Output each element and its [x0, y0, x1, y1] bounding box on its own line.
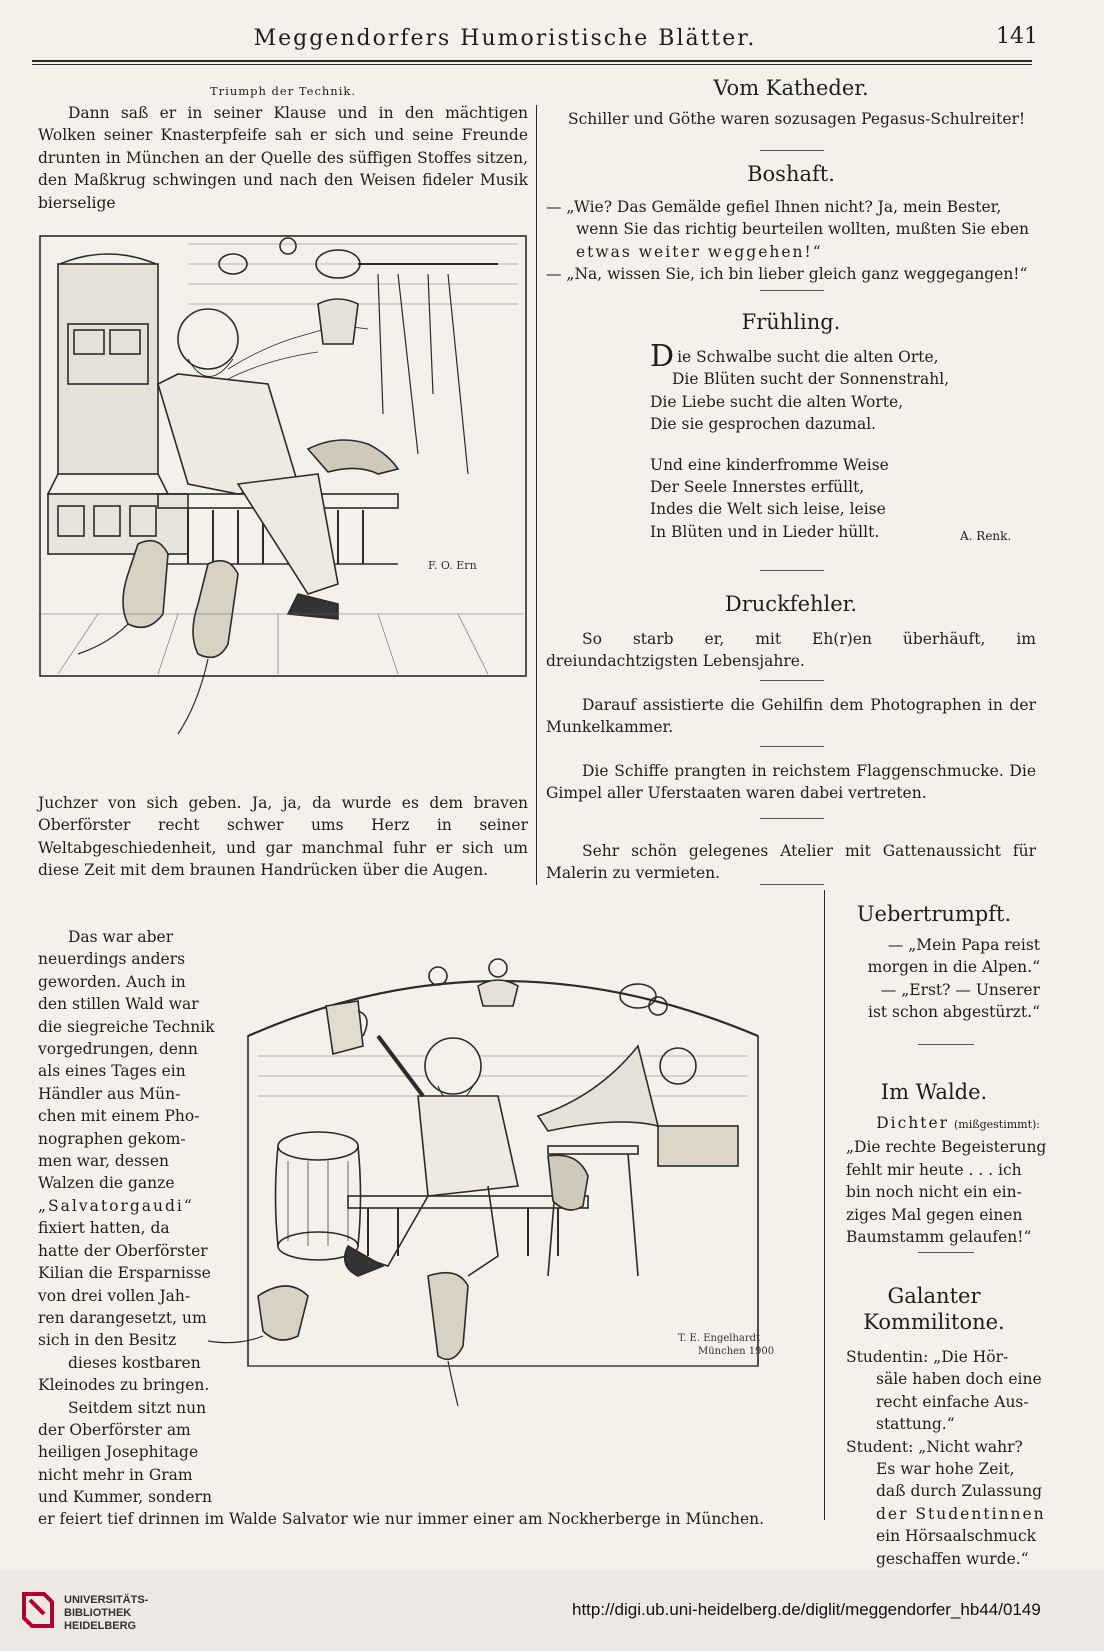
- page-number: 141: [996, 24, 1038, 49]
- im-walde-line: „Die rechte Begeisterung: [846, 1138, 1047, 1157]
- poem-line: Die Blüten sucht der Sonnenstrahl,: [672, 370, 950, 389]
- poem-line: ie Schwalbe sucht die alten Orte,: [677, 348, 939, 366]
- heading-katheder: Vom Katheder.: [713, 76, 869, 100]
- illustration-phonograph: [198, 946, 818, 1426]
- illustration-caption: Triumph der Technik.: [209, 84, 357, 98]
- narrow-line: chen mit einem Pho-: [38, 1107, 200, 1126]
- poem-line: Die sie gesprochen dazumal.: [650, 415, 877, 434]
- im-walde-line: bin noch nicht ein ein-: [846, 1183, 1022, 1202]
- poem-line: Die Liebe sucht die alten Worte,: [650, 392, 904, 411]
- galanter-line: recht einfache Aus-: [876, 1392, 1029, 1411]
- galanter-line: geschaffen wurde.“: [876, 1549, 1029, 1568]
- source-url-link[interactable]: http://digi.ub.uni-heidelberg.de/diglit/meggendorfer_hb44/0149: [572, 1600, 1041, 1619]
- galanter-line: daß durch Zulassung: [876, 1482, 1043, 1501]
- speaker-note: (mißgestimmt):: [953, 1118, 1040, 1131]
- druckfehler-item: So starb er, mit Eh(r)en überhäuft, im dreiundachtzigsten Lebensjahre.: [546, 630, 1036, 671]
- narrow-line: sich in den Besitz: [38, 1331, 177, 1350]
- logo-line: UNIVERSITÄTS-: [64, 1594, 149, 1606]
- boshaft-line: — „Na, wissen Sie, ich bin lieber gleich ganz weggegangen!“: [546, 265, 1028, 284]
- boshaft-line: wenn Sie das richtig beurteilen wollten, mußten Sie eben: [576, 220, 1030, 239]
- narrow-line: ren darangesetzt, um: [38, 1308, 207, 1327]
- text-galanter: [846, 1346, 1046, 1570]
- narrow-line: als eines Tages ein: [38, 1062, 186, 1081]
- separator: [760, 150, 824, 151]
- heading-druckfehler: Druckfehler.: [724, 592, 858, 616]
- narrow-line: neuerdings anders: [38, 950, 186, 969]
- galanter-line: säle haben doch eine: [876, 1370, 1042, 1389]
- header-rule: [32, 60, 1032, 62]
- separator: [760, 746, 824, 747]
- narrow-line: nicht mehr in Gram: [38, 1465, 193, 1484]
- separator: [760, 884, 824, 885]
- narrow-line: men war, dessen: [38, 1152, 170, 1171]
- illustration-signature: T. E. Engelhardt: [678, 1333, 761, 1344]
- heading-boshaft: Boshaft.: [747, 162, 835, 186]
- poem-line: Indes die Welt sich leise, leise: [650, 500, 886, 519]
- narrow-line: Händler aus Mün-: [38, 1084, 181, 1103]
- im-walde-line: ziges Mal gegen einen: [846, 1205, 1023, 1224]
- story-final-line: er feiert tief drinnen im Walde Salvator wie nur immer einer am Nockherberge in München.: [38, 1510, 765, 1528]
- text-im-walde: [846, 1112, 1047, 1248]
- narrow-line: Das war aber: [68, 928, 174, 946]
- poem-line: In Blüten und in Lieder hüllt.: [650, 522, 880, 541]
- galanter-line: Studentin: „Die Hör-: [846, 1348, 1009, 1366]
- logo-line: BIBLIOTHEK: [64, 1607, 132, 1619]
- narrow-line: von drei vollen Jah-: [38, 1286, 191, 1305]
- boshaft-line: etwas weiter weggehen!“: [576, 242, 823, 261]
- uebertrumpft-line: morgen in die Alpen.“: [867, 958, 1040, 977]
- logo-line: HEIDELBERG: [64, 1620, 137, 1632]
- column-divider: [536, 105, 537, 885]
- column-divider-lower: [824, 890, 825, 1520]
- uebertrumpft-line: — „Mein Papa reist: [887, 936, 1040, 954]
- narrow-line: heiligen Josephitage: [38, 1443, 199, 1462]
- heading-kommilitone: Kommilitone.: [863, 1310, 1005, 1334]
- narrow-line: Kilian die Ersparnisse: [38, 1264, 211, 1283]
- text-katheder: Schiller und Göthe waren sozusagen Pegasus-Schulreiter!: [568, 110, 1026, 128]
- story-text-middle: Juchzer von sich geben. Ja, ja, da wurde es dem braven Oberförster recht schwer ums Herz in seiner Weltabgeschiedenheit, und gar manchmal fuhr er sich um diese Zeit mit dem braunen Handrücken über die Augen.: [38, 794, 528, 880]
- narrow-line: Seitdem sitzt nun: [68, 1398, 207, 1417]
- narrow-line: den stillen Wald war: [38, 995, 199, 1014]
- separator: [760, 570, 824, 571]
- text-uebertrumpft: [850, 934, 1040, 1024]
- separator: [760, 818, 824, 819]
- header-rule-thin: [32, 64, 1032, 65]
- galanter-line: ein Hörsaalschmuck: [876, 1527, 1037, 1546]
- uebertrumpft-line: — „Erst? — Unserer: [880, 980, 1040, 999]
- poem-author: A. Renk.: [960, 529, 1012, 543]
- druckfehler-item: Sehr schön gelegenes Atelier mit Gattenaussicht für Malerin zu vermieten.: [546, 842, 1036, 883]
- druckfehler-item: Darauf assistierte die Gehilfin dem Photographen in der Munkelkammer.: [546, 696, 1036, 737]
- narrow-line: „Salvatorgaudi“: [38, 1196, 194, 1215]
- druckfehler-item: Die Schiffe prangten in reichstem Flaggenschmucke. Die Gimpel aller Uferstaaten waren dabei vertreten.: [546, 762, 1036, 803]
- boshaft-line: — „Wie? Das Gemälde gefiel Ihnen nicht? Ja, mein Bester,: [546, 198, 1002, 216]
- uebertrumpft-line: ist schon abgestürzt.“: [867, 1003, 1040, 1022]
- poem-line: Und eine kinderfromme Weise: [650, 455, 889, 474]
- illustration-signature: F. O. Ern: [428, 559, 477, 572]
- poem-dropcap: D: [650, 339, 675, 374]
- heading-fruehling: Frühling.: [741, 310, 841, 334]
- narrow-line: vorgedrungen, denn: [38, 1040, 198, 1059]
- illustration-signature: München 1900: [698, 1346, 775, 1357]
- story-text-top: Dann saß er in seiner Klause und in den mächtigen Wolken seiner Knasterpfeife sah er sich und seine Freunde drunten in München an der Quelle des süffigen Stoffes sitzen, den Maßkrug schwingen und nach den Weisen fideler Musik bierselige: [38, 104, 528, 212]
- separator: [760, 290, 824, 291]
- separator: [918, 1044, 974, 1045]
- narrow-line: dieses kostbaren: [68, 1353, 201, 1372]
- library-logo-text: [64, 1594, 148, 1633]
- galanter-line: der Studentinnen: [876, 1504, 1046, 1523]
- heading-uebertrumpft: Uebertrumpft.: [856, 902, 1012, 926]
- library-logo-icon: [18, 1588, 58, 1632]
- footer-bar: [0, 1570, 1104, 1651]
- illustration-forester-room: [38, 234, 528, 786]
- separator: [918, 1252, 974, 1253]
- narrow-line: geworden. Auch in: [38, 972, 186, 991]
- story-narrow-column: [38, 926, 215, 1509]
- speaker: Dichter: [876, 1114, 950, 1132]
- im-walde-line: Baumstamm gelaufen!“: [846, 1228, 1032, 1247]
- galanter-line: Es war hohe Zeit,: [876, 1460, 1015, 1479]
- separator: [760, 680, 824, 681]
- heading-galanter: Galanter: [887, 1284, 981, 1308]
- heading-im-walde: Im Walde.: [880, 1080, 988, 1104]
- text-boshaft: [546, 196, 1036, 286]
- poem-line: Der Seele Innerstes erfüllt,: [650, 478, 865, 497]
- galanter-line: stattung.“: [876, 1415, 955, 1434]
- narrow-line: Kleinodes zu bringen.: [38, 1376, 210, 1395]
- narrow-line: nographen gekom-: [38, 1129, 186, 1148]
- poem-fruehling: [650, 339, 1030, 543]
- galanter-line: Student: „Nicht wahr?: [846, 1437, 1023, 1456]
- narrow-line: die siegreiche Technik: [38, 1017, 215, 1036]
- im-walde-line: fehlt mir heute . . . ich: [846, 1160, 1022, 1179]
- narrow-line: hatte der Oberförster: [38, 1241, 208, 1260]
- narrow-line: fixiert hatten, da: [38, 1219, 170, 1238]
- narrow-line: der Oberförster am: [38, 1420, 191, 1439]
- narrow-line: Walzen die ganze: [38, 1174, 175, 1193]
- running-head: Meggendorfers Humoristische Blätter.: [253, 26, 757, 51]
- narrow-line: und Kummer, sondern: [38, 1488, 212, 1507]
